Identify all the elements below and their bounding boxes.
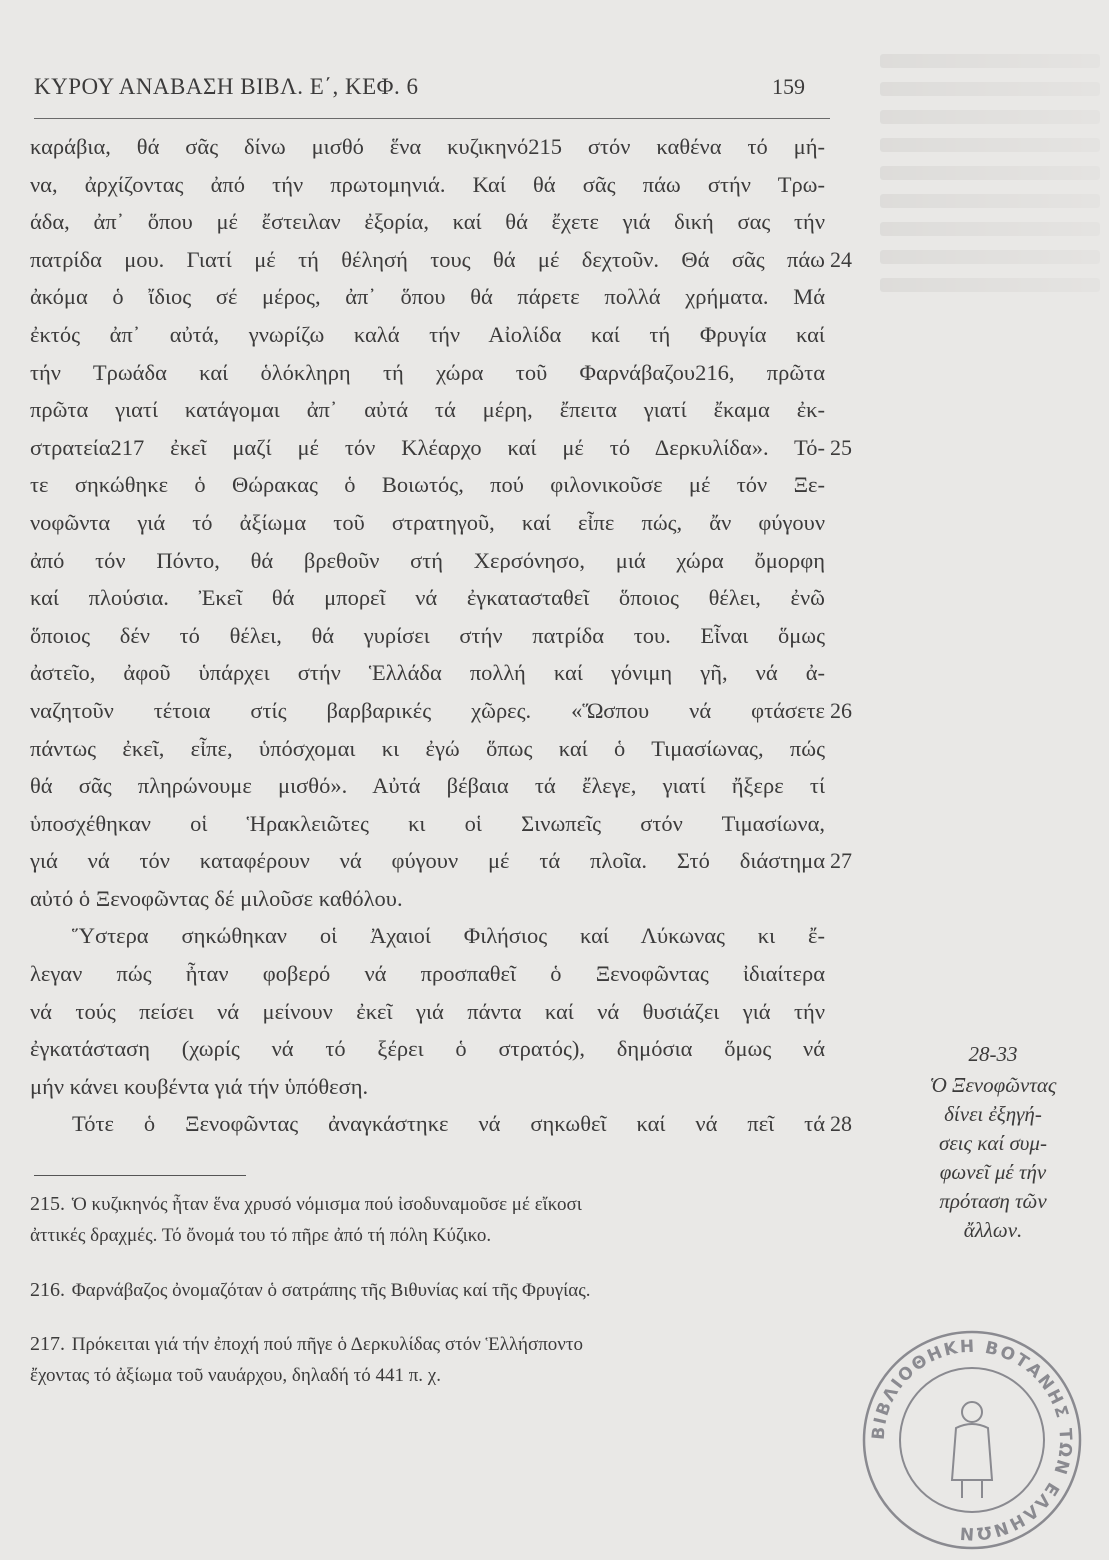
running-title: ΚΥΡΟΥ ΑΝΑΒΑΣΗ ΒΙΒΛ. Ε΄, ΚΕΦ. 6 bbox=[34, 74, 419, 99]
section-number: 26 bbox=[830, 697, 852, 723]
body-line bbox=[30, 429, 870, 467]
body-line-text: λεγαν πώς ἦταν φοβερό νά προσπαθεῖ ὁ Ξενοφῶντας ἰδιαίτερα bbox=[30, 961, 825, 987]
margin-summary-line: φωνεῖ μέ τήν bbox=[939, 1160, 1047, 1184]
body-line-text: πρῶτα γιατί κατάγομαι ἀπ᾽ αὐτά τά μέρη, ἔπειτα γιατί ἔκαμα ἐκ- bbox=[30, 397, 825, 423]
body-line-text: νοφῶντα γιά τό ἀξίωμα τοῦ στρατηγοῦ, καί εἶπε πώς, ἄν φύγουν bbox=[30, 509, 825, 535]
stamp-figure-icon bbox=[952, 1402, 992, 1498]
footnote-text: Πρόκειται γιά τήν ἐποχή πού πῆγε ὁ Δερκυλίδας στόν Ἑλλήσποντο bbox=[71, 1334, 584, 1355]
body-line bbox=[30, 917, 870, 955]
margin-summary-line: ἄλλων. bbox=[963, 1218, 1023, 1242]
body-line-text: άδα, ἀπ᾽ ὅπου μέ ἔστειλαν ἐξορία, καί θά ἔχετε γιά δική σας τήν bbox=[30, 209, 825, 235]
body-line bbox=[30, 993, 870, 1031]
margin-summary-line: δίνει ἐξηγή- bbox=[944, 1102, 1042, 1126]
body-line-text: ναζητοῦν τέτοια στίς βαρβαρικές χῶρες. «Ὥσπου νά φτάσετε bbox=[30, 697, 825, 723]
body-line bbox=[30, 504, 870, 542]
body-line bbox=[30, 842, 870, 880]
footnote-text: ἀττικές δραχμές. Τό ὄνομά του τό πῆρε ἀπό τή πόλη Κύζικο. bbox=[30, 1225, 492, 1246]
body-line bbox=[30, 278, 870, 316]
body-line-text: ἀστεῖο, ἀφοῦ ὑπάρχει στήν Ἑλλάδα πολλή καί γόνιμη γῆ, νά ἀ- bbox=[30, 660, 825, 686]
body-line bbox=[30, 767, 870, 805]
body-line-text: Τότε ὁ Ξενοφῶντας ἀναγκάστηκε νά σηκωθεῖ καί νά πεῖ τά bbox=[72, 1111, 825, 1137]
body-line bbox=[30, 692, 870, 730]
header-rule bbox=[34, 118, 830, 119]
stamp-outer-ring bbox=[864, 1332, 1080, 1548]
body-line-text: μήν κάνει κουβέντα γιά τήν ὑπόθεση. bbox=[30, 1073, 369, 1099]
page-header bbox=[34, 74, 834, 114]
body-line bbox=[30, 654, 870, 692]
footnote-line bbox=[30, 1220, 840, 1252]
margin-summary-line: πρόταση τῶν bbox=[939, 1189, 1047, 1213]
body-line bbox=[30, 542, 870, 580]
body-line bbox=[30, 1105, 870, 1143]
body-line-text: καί πλούσια. Ἐκεῖ θά μπορεῖ νά ἐγκατασταθεῖ ὅποιος θέλει, ἐνῶ bbox=[30, 585, 825, 611]
body-line-text: θά σᾶς πληρώνουμε μισθό». Αὐτά βέβαια τά ἔλεγε, γιατί ἤξερε τί bbox=[30, 773, 825, 799]
footnote-line bbox=[30, 1328, 840, 1360]
footnote-rule bbox=[34, 1175, 246, 1176]
footnote-number: 215. bbox=[30, 1193, 65, 1215]
body-text bbox=[30, 128, 870, 1143]
body-line-text: τε σηκώθηκε ὁ Θώρακας ὁ Βοιωτός, πού φιλονικοῦσε μέ τόν Ξε- bbox=[30, 472, 825, 498]
body-line bbox=[30, 203, 870, 241]
body-line-text: Ὕστερα σηκώθηκαν οἱ Ἀχαιοί Φιλήσιος καί Λύκωνας κι ἔ- bbox=[72, 923, 825, 949]
stamp-text: ΒΙΒΛΙΟΘΗΚΗ ΒΟΤΑΝΗΣ ΤΩΝ ΕΛΛΗΝΩΝ bbox=[868, 1336, 1076, 1544]
margin-summary-line: σεις καί συμ- bbox=[939, 1131, 1047, 1155]
section-number: 27 bbox=[830, 848, 852, 874]
body-line-text: ἐγκατάσταση (χωρίς νά τό ξέρει ὁ στρατός), δημόσια ὅμως νά bbox=[30, 1036, 825, 1062]
body-line-text: νά τούς πείσει νά μείνουν ἐκεῖ γιά πάντα καί νά θυσιάζει γιά τήν bbox=[30, 998, 825, 1024]
footnotes bbox=[30, 1188, 840, 1414]
body-line bbox=[30, 354, 870, 392]
section-number: 24 bbox=[830, 246, 852, 272]
margin-summary bbox=[893, 1040, 1093, 1245]
body-line-text: ἀπό τόν Πόντο, θά βρεθοῦν στή Χερσόνησο, μιά χώρα ὄμορφη bbox=[30, 547, 825, 573]
body-line bbox=[30, 391, 870, 429]
body-line-text: ὅποιος δέν τό θέλει, θά γυρίσει στήν πατρίδα του. Εἶναι ὅμως bbox=[30, 622, 825, 648]
body-line-text: τήν Τρωάδα καί ὁλόκληρη τή χώρα τοῦ Φαρνάβαζου216, πρῶτα bbox=[30, 359, 825, 385]
footnote-text: ἔχοντας τό ἀξίωμα τοῦ ναυάρχου, δηλαδή τό 441 π. χ. bbox=[30, 1365, 441, 1386]
body-line-text: να, ἀρχίζοντας ἀπό τήν πρωτομηνιά. Καί θά σᾶς πάω στήν Τρω- bbox=[30, 171, 825, 197]
section-number: 28 bbox=[830, 1111, 852, 1137]
body-line bbox=[30, 1030, 870, 1068]
body-line-text: αὐτό ὁ Ξενοφῶντας δέ μιλοῦσε καθόλου. bbox=[30, 885, 403, 911]
body-line bbox=[30, 241, 870, 279]
margin-summary-line: Ὁ Ξενοφῶντας bbox=[929, 1073, 1057, 1097]
body-line bbox=[30, 955, 870, 993]
page-number: 159 bbox=[772, 74, 805, 99]
library-stamp bbox=[852, 1320, 1092, 1560]
footnote bbox=[30, 1188, 840, 1252]
stamp-inner-ring bbox=[900, 1368, 1044, 1512]
body-line bbox=[30, 466, 870, 504]
body-line bbox=[30, 579, 870, 617]
footnote-text: Φαρνάβαζος ὀνομαζόταν ὁ σατράπης τῆς Βιθυνίας καί τῆς Φρυγίας. bbox=[71, 1280, 591, 1301]
body-line bbox=[30, 316, 870, 354]
margin-section-range: 28-33 bbox=[968, 1042, 1018, 1066]
body-line bbox=[30, 805, 870, 843]
footnote-number: 217. bbox=[30, 1333, 65, 1355]
body-line-text: στρατεία217 ἐκεῖ μαζί μέ τόν Κλέαρχο καί μέ τό Δερκυλίδα». Τό- bbox=[30, 434, 825, 460]
body-line-text: πατρίδα μου. Γιατί μέ τή θέλησή τους θά μέ δεχτοῦν. Θά σᾶς πάω bbox=[30, 246, 825, 272]
margin-summary-text bbox=[893, 1071, 1093, 1245]
body-line bbox=[30, 617, 870, 655]
body-line-text: πάντως ἐκεῖ, εἶπε, ὑπόσχομαι κι ἐγώ ὅπως καί ὁ Τιμασίωνας, πώς bbox=[30, 735, 825, 761]
body-line-text: γιά νά τόν καταφέρουν νά φύγουν μέ τά πλοῖα. Στό διάστημα bbox=[30, 848, 825, 874]
footnote-line bbox=[30, 1360, 840, 1392]
footnote bbox=[30, 1274, 840, 1306]
body-line-text: ὑποσχέθηκαν οἱ Ἡρακλειῶτες κι οἱ Σινωπεῖς στόν Τιμασίωνα, bbox=[30, 810, 825, 836]
body-line-text: καράβια, θά σᾶς δίνω μισθό ἕνα κυζικηνό215 στόν καθένα τό μή- bbox=[30, 134, 825, 159]
footnote-number: 216. bbox=[30, 1279, 65, 1301]
body-line-text: ἐκτός ἀπ᾽ αὐτά, γνωρίζω καλά τήν Αἰολίδα καί τή Φρυγία καί bbox=[30, 321, 825, 347]
body-line bbox=[30, 730, 870, 768]
footnote bbox=[30, 1328, 840, 1392]
body-line-text: ἀκόμα ὁ ἴδιος σέ μέρος, ἀπ᾽ ὅπου θά πάρετε πολλά χρήματα. Μά bbox=[30, 284, 825, 310]
footnote-text: Ὁ κυζικηνός ἦταν ἕνα χρυσό νόμισμα πού ἰσοδυναμοῦσε μέ εἴκοσι bbox=[71, 1194, 582, 1215]
body-line bbox=[30, 166, 870, 204]
footnote-line bbox=[30, 1188, 840, 1220]
body-line bbox=[30, 1068, 870, 1106]
footnote-line bbox=[30, 1274, 840, 1306]
bleed-through-shadow bbox=[880, 40, 1100, 440]
section-number: 25 bbox=[830, 434, 852, 460]
body-line bbox=[30, 128, 870, 166]
body-line bbox=[30, 880, 870, 918]
